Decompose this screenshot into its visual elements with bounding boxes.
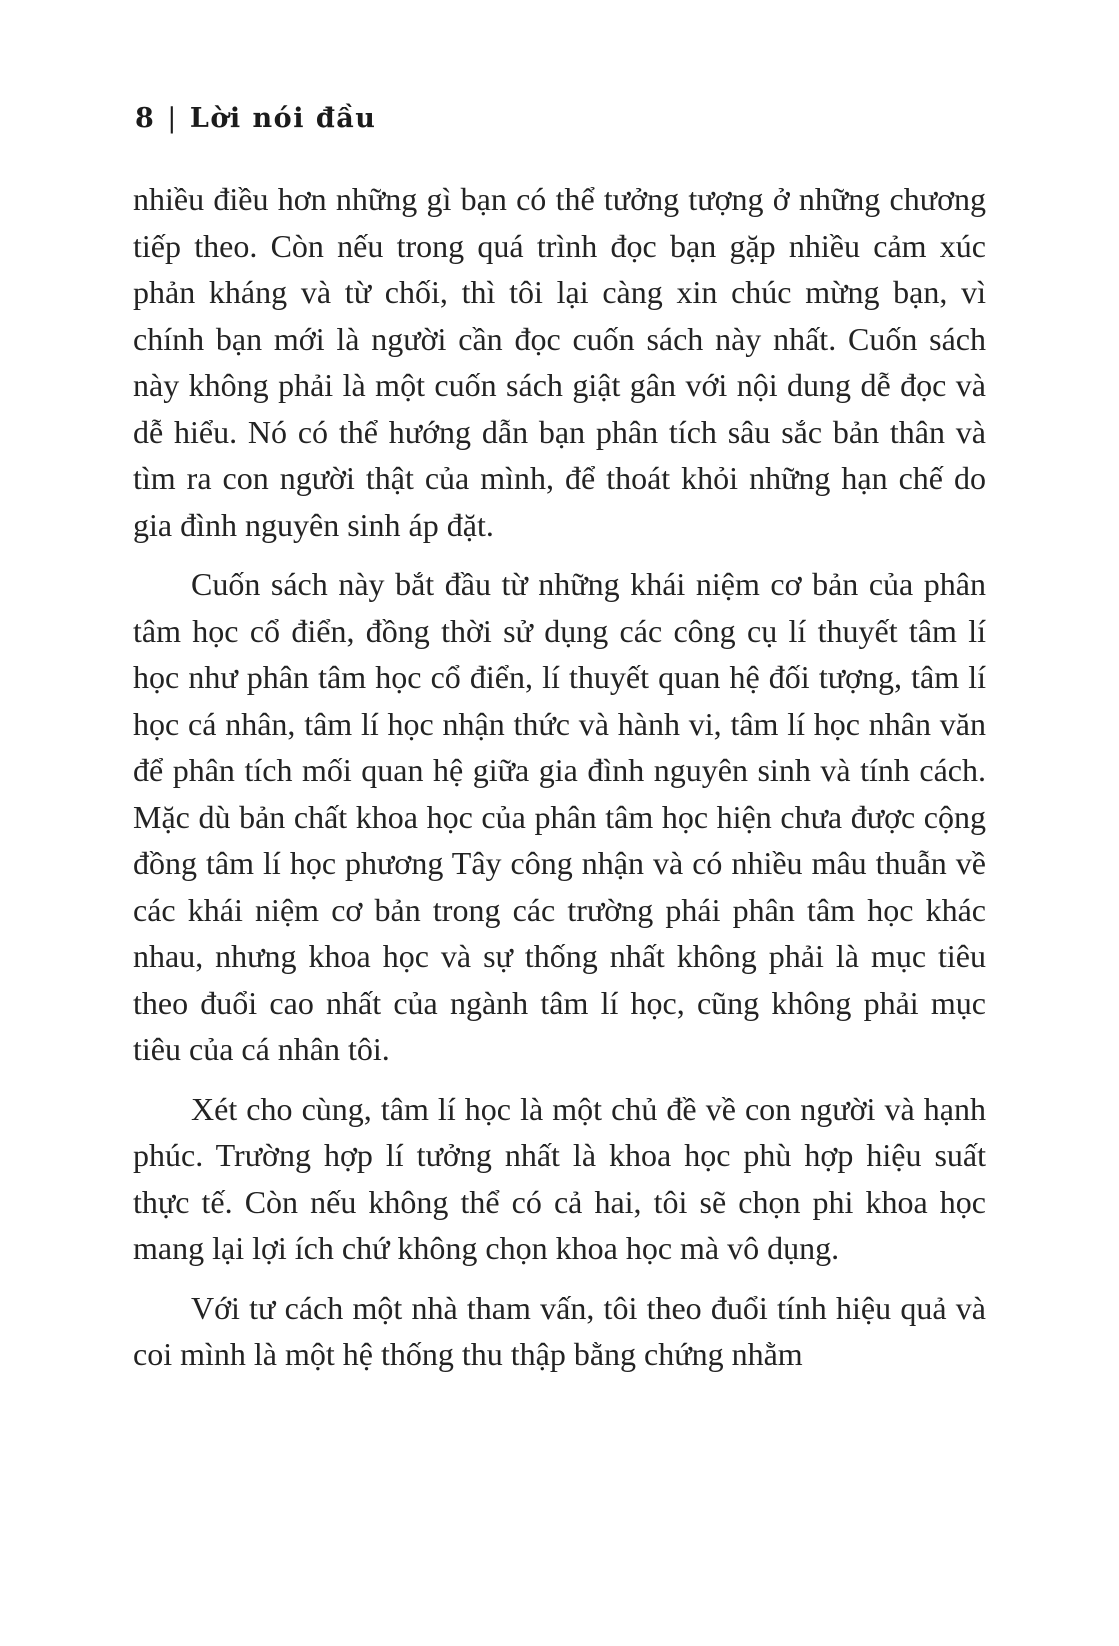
page-body-text bbox=[133, 176, 986, 1391]
paragraph: nhiều điều hơn những gì bạn có thể tưởng tượng ở những chương tiếp theo. Còn nếu trong quá trình đọc bạn gặp nhiều cảm xúc phản kháng và từ chối, thì tôi lại càng xin chúc mừng bạn, vì chính bạn mới là người cần đọc cuốn sách này nhất. Cuốn sách này không phải là một cuốn sách giật gân với nội dung dễ đọc và dễ hiểu. Nó có thể hướng dẫn bạn phân tích sâu sắc bản thân và tìm ra con người thật của mình, để thoát khỏi những hạn chế do gia đình nguyên sinh áp đặt. bbox=[133, 181, 986, 543]
paragraph: Xét cho cùng, tâm lí học là một chủ đề về con người và hạnh phúc. Trường hợp lí tưởng nhất là khoa học phù hợp hiệu suất thực tế. Còn nếu không thể có cả hai, tôi sẽ chọn phi khoa học mang lại lợi ích chứ không chọn khoa học mà vô dụng. bbox=[133, 1090, 986, 1266]
chapter-title: Lời nói đầu bbox=[189, 103, 377, 134]
page-number: 8 bbox=[135, 103, 156, 134]
header-separator: | bbox=[167, 103, 178, 134]
running-header bbox=[135, 103, 376, 134]
paragraph: Cuốn sách này bắt đầu từ những khái niệm cơ bản của phân tâm học cổ điển, đồng thời sử dụng các công cụ lí thuyết tâm lí học như phân tâm học cổ điển, lí thuyết quan hệ đối tượng, tâm lí học cá nhân, tâm lí học nhận thức và hành vi, tâm lí học nhân văn để phân tích mối quan hệ giữa gia đình nguyên sinh và tính cách. Mặc dù bản chất khoa học của phân tâm học hiện chưa được cộng đồng tâm lí học phương Tây công nhận và có nhiều mâu thuẫn về các khái niệm cơ bản trong các trường phái phân tâm học khác nhau, nhưng khoa học và sự thống nhất không phải là mục tiêu theo đuổi cao nhất của ngành tâm lí học, cũng không phải mục tiêu của cá nhân tôi. bbox=[133, 566, 986, 1067]
paragraph: Với tư cách một nhà tham vấn, tôi theo đuổi tính hiệu quả và coi mình là một hệ thống thu thập bằng chứng nhằm bbox=[133, 1289, 986, 1372]
